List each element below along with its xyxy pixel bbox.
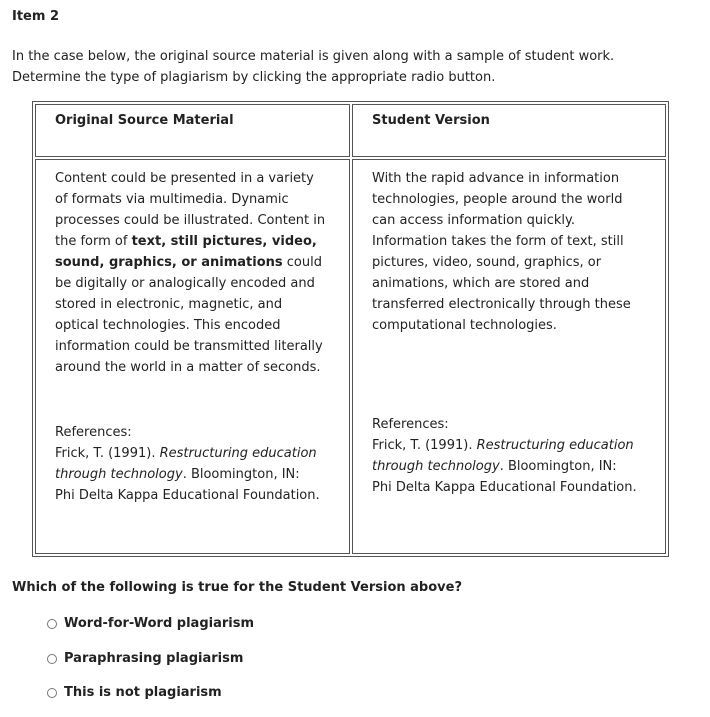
- references-label: References:: [372, 417, 449, 432]
- original-line: processes could be illustrated. Content in: [55, 213, 326, 228]
- original-body-cell: [35, 159, 350, 554]
- student-body-cell: [352, 159, 666, 554]
- original-line: the form of text, still pictures, video,: [55, 234, 317, 249]
- radio-button[interactable]: [47, 619, 57, 629]
- student-line: computational technologies.: [372, 318, 557, 333]
- item-title: Item 2: [12, 9, 59, 24]
- student-references: [372, 414, 637, 498]
- original-line: of formats via multimedia. Dynamic: [55, 192, 289, 207]
- option-paraphrasing[interactable]: [47, 651, 243, 666]
- student-header: Student Version: [372, 113, 490, 128]
- original-line: around the world in a matter of seconds.: [55, 360, 321, 375]
- original-header-cell: [35, 104, 350, 157]
- option-word-for-word[interactable]: [47, 616, 254, 631]
- radio-button[interactable]: [47, 688, 57, 698]
- student-line: animations, which are stored and: [372, 276, 590, 291]
- reference-line: Phi Delta Kappa Educational Foundation.: [55, 488, 320, 503]
- instructions-line-1: In the case below, the original source material is given along with a sample of student work.: [12, 49, 615, 64]
- student-text: [372, 168, 657, 336]
- student-line: transferred electronically through these: [372, 297, 631, 312]
- highlighted-phrase: text, still pictures, video,: [131, 234, 317, 249]
- reference-line: Frick, T. (1991). Restructuring education: [372, 438, 634, 453]
- reference-line: Frick, T. (1991). Restructuring education: [55, 446, 317, 461]
- radio-button[interactable]: [47, 654, 57, 664]
- reference-line: through technology. Bloomington, IN:: [372, 459, 617, 474]
- comparison-table: [32, 101, 669, 557]
- option-label[interactable]: This is not plagiarism: [64, 685, 222, 700]
- original-line: information could be transmitted literally: [55, 339, 323, 354]
- option-label[interactable]: Paraphrasing plagiarism: [64, 651, 244, 666]
- question-text: Which of the following is true for the Student Version above?: [12, 580, 462, 595]
- student-line: pictures, video, sound, graphics, or: [372, 255, 602, 270]
- student-line: technologies, people around the world: [372, 192, 623, 207]
- student-line: Information takes the form of text, still: [372, 234, 624, 249]
- original-line: optical technologies. This encoded: [55, 318, 281, 333]
- original-line: Content could be presented in a variety: [55, 171, 314, 186]
- reference-line: through technology. Bloomington, IN:: [55, 467, 300, 482]
- original-text: [55, 168, 340, 378]
- student-header-cell: [352, 104, 666, 157]
- original-line: sound, graphics, or animations could: [55, 255, 322, 270]
- student-line: With the rapid advance in information: [372, 171, 620, 186]
- original-line: stored in electronic, magnetic, and: [55, 297, 283, 312]
- references-label: References:: [55, 425, 132, 440]
- instructions: [12, 46, 702, 88]
- original-line: be digitally or analogically encoded and: [55, 276, 315, 291]
- highlighted-phrase: sound, graphics, or animations: [55, 255, 283, 270]
- original-references: [55, 422, 320, 506]
- option-label[interactable]: Word-for-Word plagiarism: [64, 616, 254, 631]
- student-line: can access information quickly.: [372, 213, 575, 228]
- instructions-line-2: Determine the type of plagiarism by clicking the appropriate radio button.: [12, 70, 496, 85]
- original-header: Original Source Material: [55, 113, 234, 128]
- reference-line: Phi Delta Kappa Educational Foundation.: [372, 480, 637, 495]
- option-not-plagiarism[interactable]: [47, 685, 222, 700]
